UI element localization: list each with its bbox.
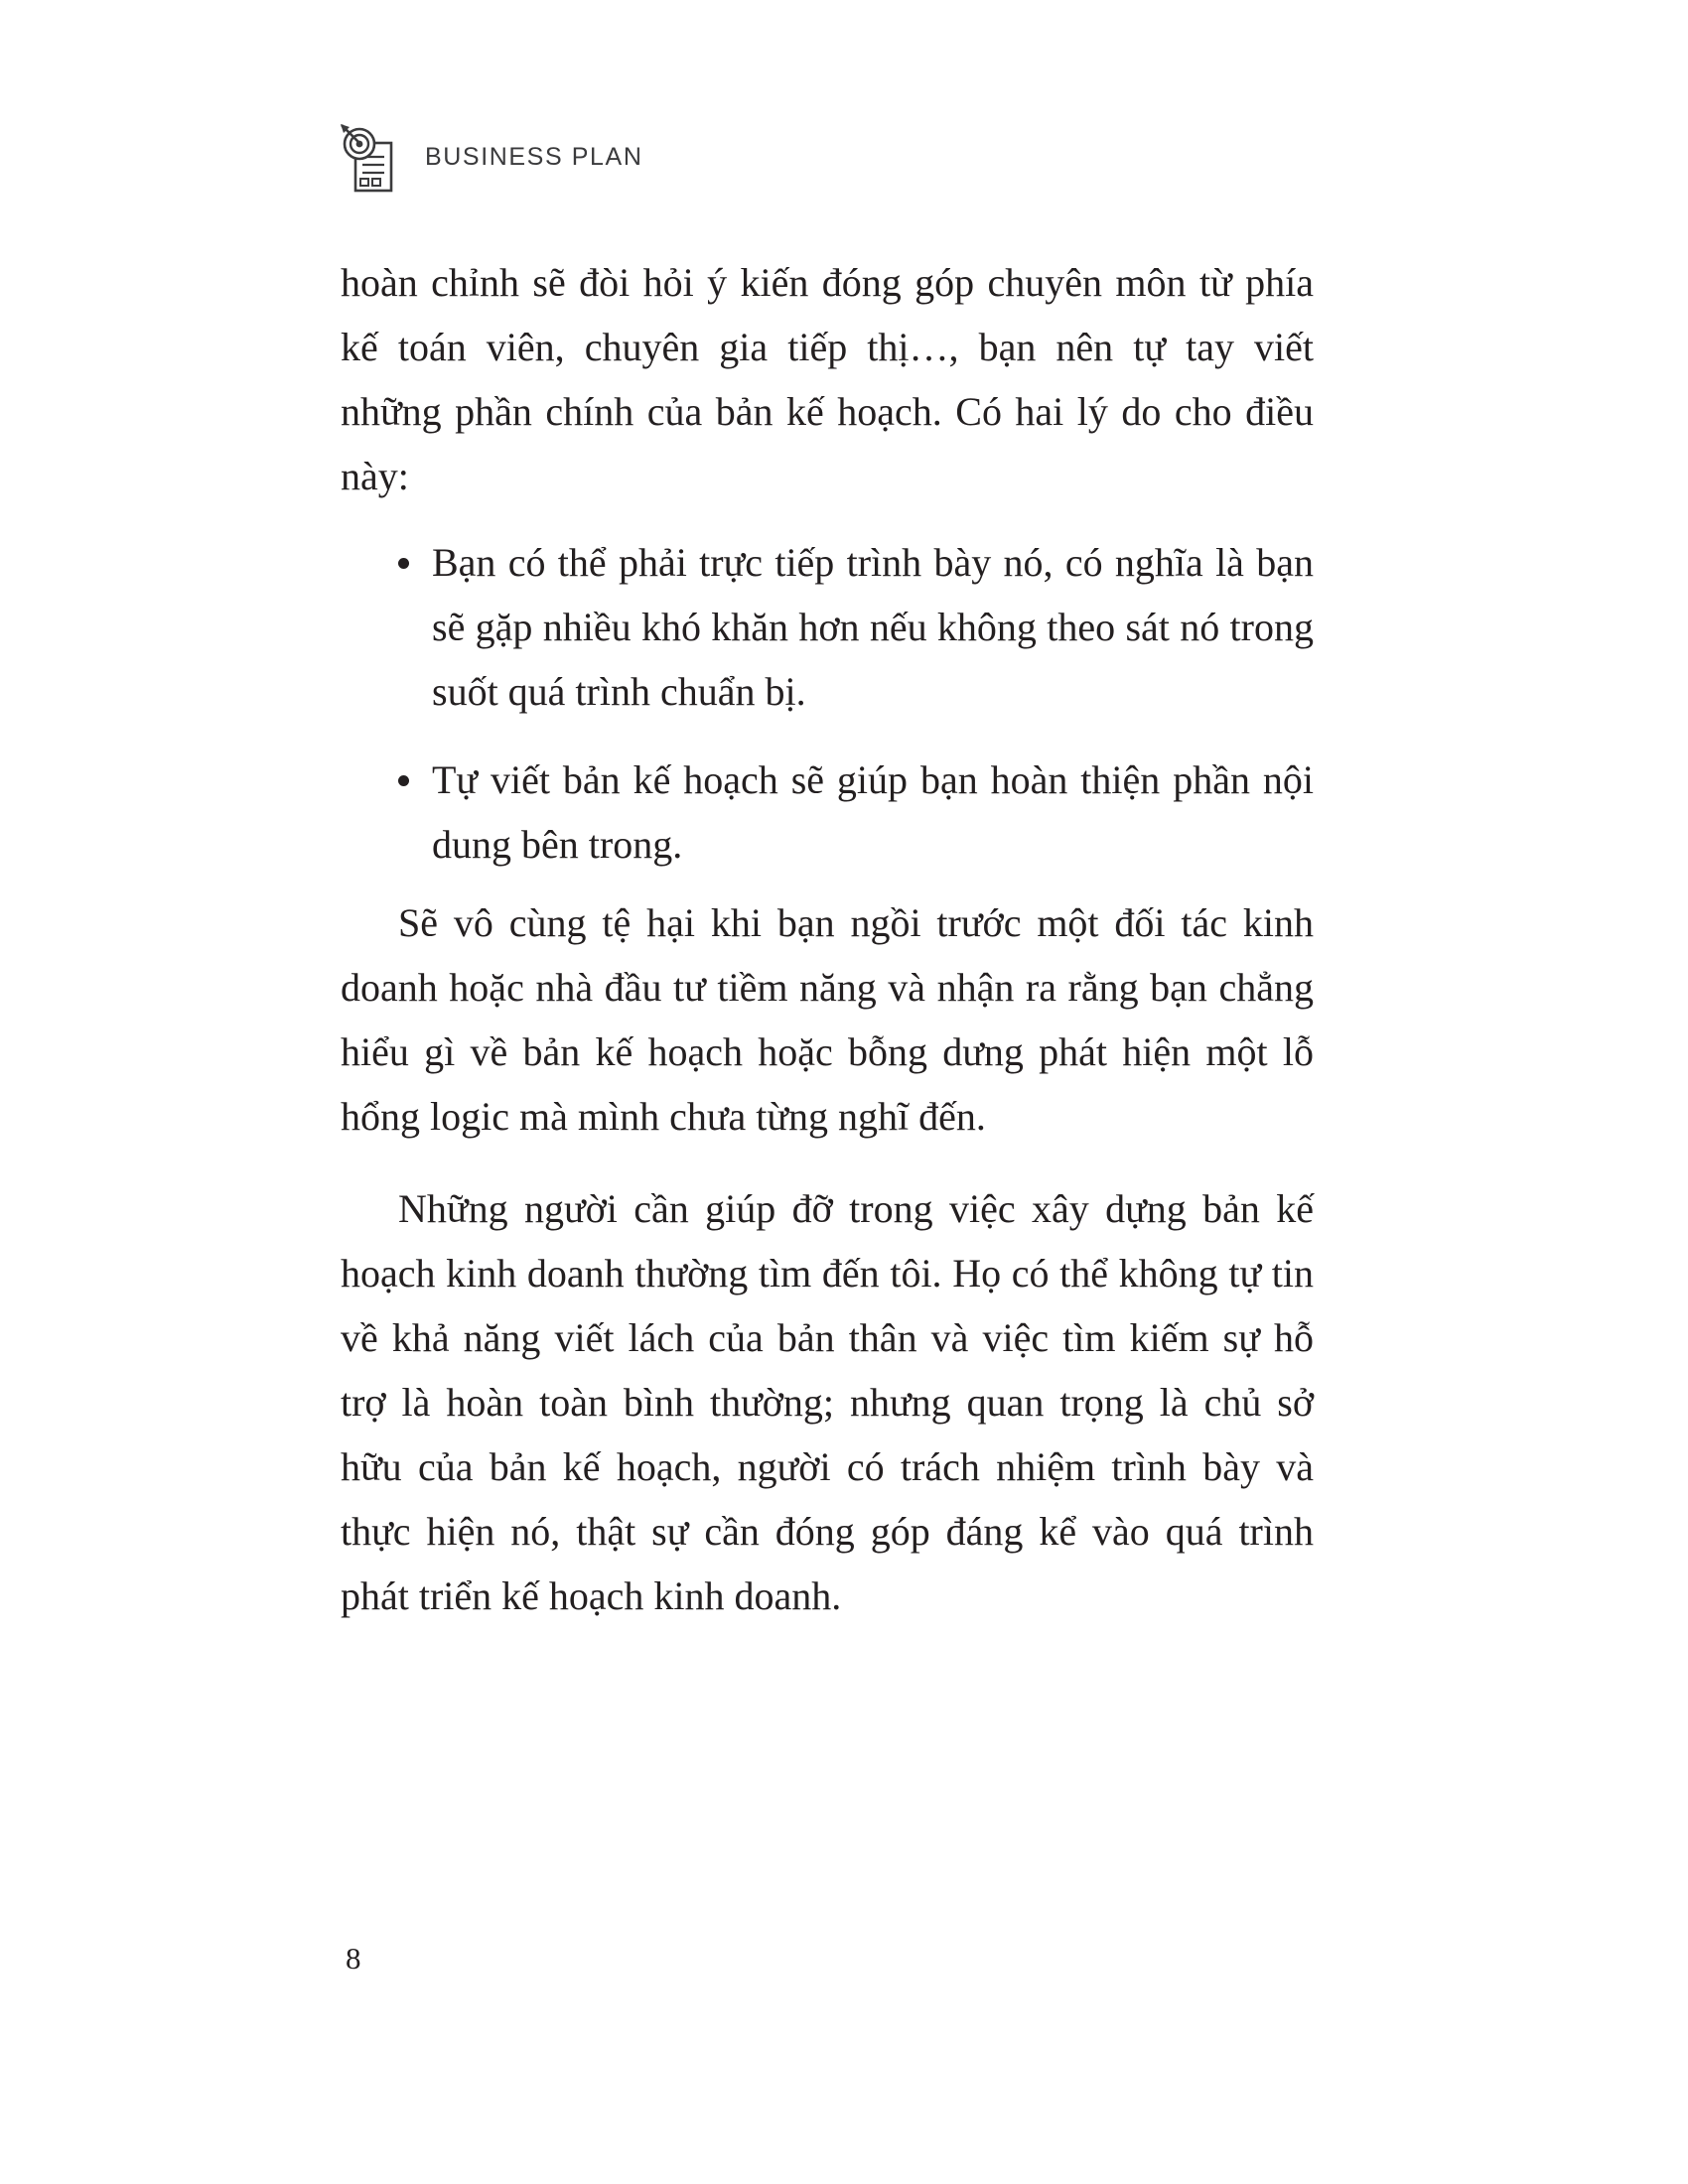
bullet-list [341, 530, 1314, 877]
bullet-dot-icon [398, 558, 409, 569]
paragraph-1: hoàn chỉnh sẽ đòi hỏi ý kiến đóng góp chuyên môn từ phía kế toán viên, chuyên gia tiếp thị…, bạn nên tự tay viết những phần chính của bản kế hoạch. Có hai lý do cho điều này: [341, 260, 1314, 498]
bullet-dot-icon [398, 775, 409, 786]
list-item-text: Bạn có thể phải trực tiếp trình bày nó, có nghĩa là bạn sẽ gặp nhiều khó khăn hơn nếu không theo sát nó trong suốt quá trình chuẩn bị. [432, 540, 1314, 714]
page-number: 8 [346, 1941, 361, 1976]
paragraph-3: Những người cần giúp đỡ trong việc xây dựng bản kế hoạch kinh doanh thường tìm đến tôi. Họ có thể không tự tin về khả năng viết lách của bản thân và việc tìm kiếm sự hỗ trợ là hoàn toàn bình thường; nhưng quan trọng là chủ sở hữu của bản kế hoạch, người có trách nhiệm trình bày và thực hiện nó, thật sự cần đóng góp đáng kể vào quá trình phát triển kế hoạch kinh doanh. [341, 1186, 1314, 1618]
list-item-text: Tự viết bản kế hoạch sẽ giúp bạn hoàn thiện phần nội dung bên trong. [432, 757, 1314, 867]
list-item [341, 530, 1314, 724]
list-item [341, 748, 1314, 877]
body-text [341, 250, 1314, 1628]
running-header [338, 121, 642, 197]
target-document-icon [338, 121, 403, 197]
header-title: BUSINESS PLAN [425, 142, 643, 171]
paragraph-2: Sẽ vô cùng tệ hại khi bạn ngồi trước một đối tác kinh doanh hoặc nhà đầu tư tiềm năng và nhận ra rằng bạn chẳng hiểu gì về bản kế hoạch hoặc bỗng dưng phát hiện một lỗ hổng logic mà mình chưa từng nghĩ đến. [341, 900, 1314, 1139]
